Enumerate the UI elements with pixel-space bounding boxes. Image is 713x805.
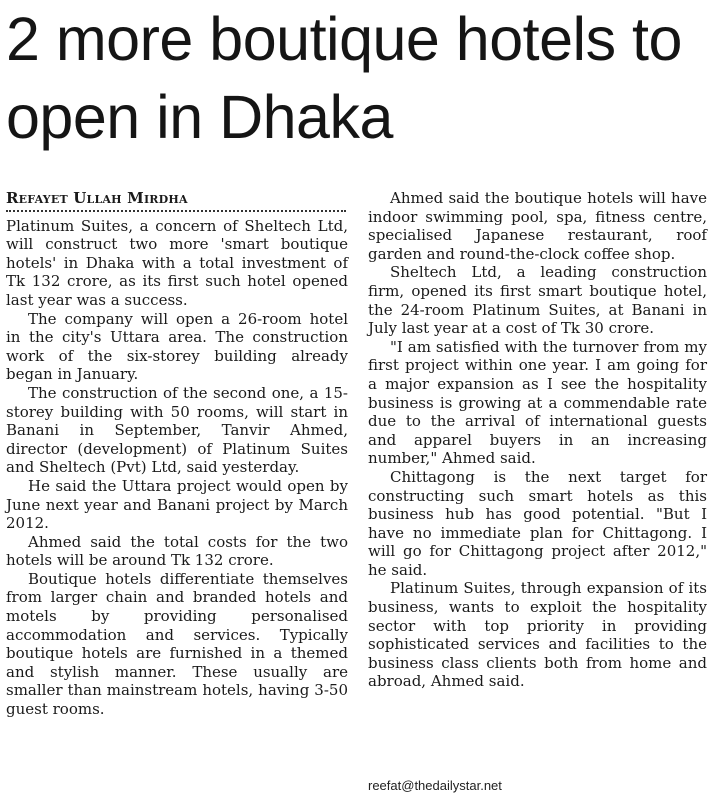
article-paragraph: Chittagong is the next target for constructing such smart hotels as this business hub has good potential. "But I have no immediate plan for Chittagong. I will go for Chittagong project after 2012," he said. [368, 467, 707, 579]
article-paragraph: Ahmed said the boutique hotels will have indoor swimming pool, spa, fitness centre, specialised Japanese restaurant, roof garden and round-the-clock coffee shop. [368, 189, 707, 263]
article-paragraph: The company will open a 26-room hotel in the city's Uttara area. The construction work of the six-storey building already began in January. [6, 309, 348, 384]
byline: Refayet Ullah Mirdha [6, 189, 188, 207]
article-paragraph: The construction of the second one, a 15-storey building with 50 rooms, will start in Banani in September, Tanvir Ahmed, director (development) of Platinum Suites and Sheltech (Pvt) Ltd, said yesterday. [6, 383, 348, 477]
article-paragraph: "I am satisfied with the turnover from my first project within one year. I am going for a major expansion as I see the hospitality business is growing at a commendable rate due to the arrival of international guests and apparel buyers in an increasing number," Ahmed said. [368, 337, 707, 468]
article-paragraph: Ahmed said the total costs for the two hotels will be around Tk 132 crore. [6, 532, 348, 570]
article-paragraph: Platinum Suites, a concern of Sheltech Ltd, will construct two more 'smart boutique hotels' in Dhaka with a total investment of Tk 132 crore, as its first such hotel opened last year was a success. [6, 216, 348, 309]
article-paragraph: Sheltech Ltd, a leading construction firm, opened its first smart boutique hotel, the 24-room Platinum Suites, at Banani in July last year at a cost of Tk 30 crore. [368, 263, 707, 338]
headline: 2 more boutique hotels to open in Dhaka [6, 5, 682, 151]
article-column-right [368, 189, 707, 691]
author-email: reefat@thedailystar.net [368, 778, 502, 793]
article-paragraph: Boutique hotels differentiate themselves from larger chain and branded hotels and motels by providing personalised accommodation and services. Typically boutique hotels are furnished in a themed and stylish manner. These usually are smaller than mainstream hotels, having 3-50 guest rooms. [6, 569, 348, 719]
byline-divider [6, 210, 346, 212]
article-paragraph: Platinum Suites, through expansion of its business, wants to exploit the hospitality sector with top priority in providing sophisticated services and facilities to the business class clients both from home and abroad, Ahmed said. [368, 579, 707, 691]
article-paragraph: He said the Uttara project would open by June next year and Banani project by March 2012. [6, 476, 348, 533]
article-column-left [6, 189, 348, 719]
